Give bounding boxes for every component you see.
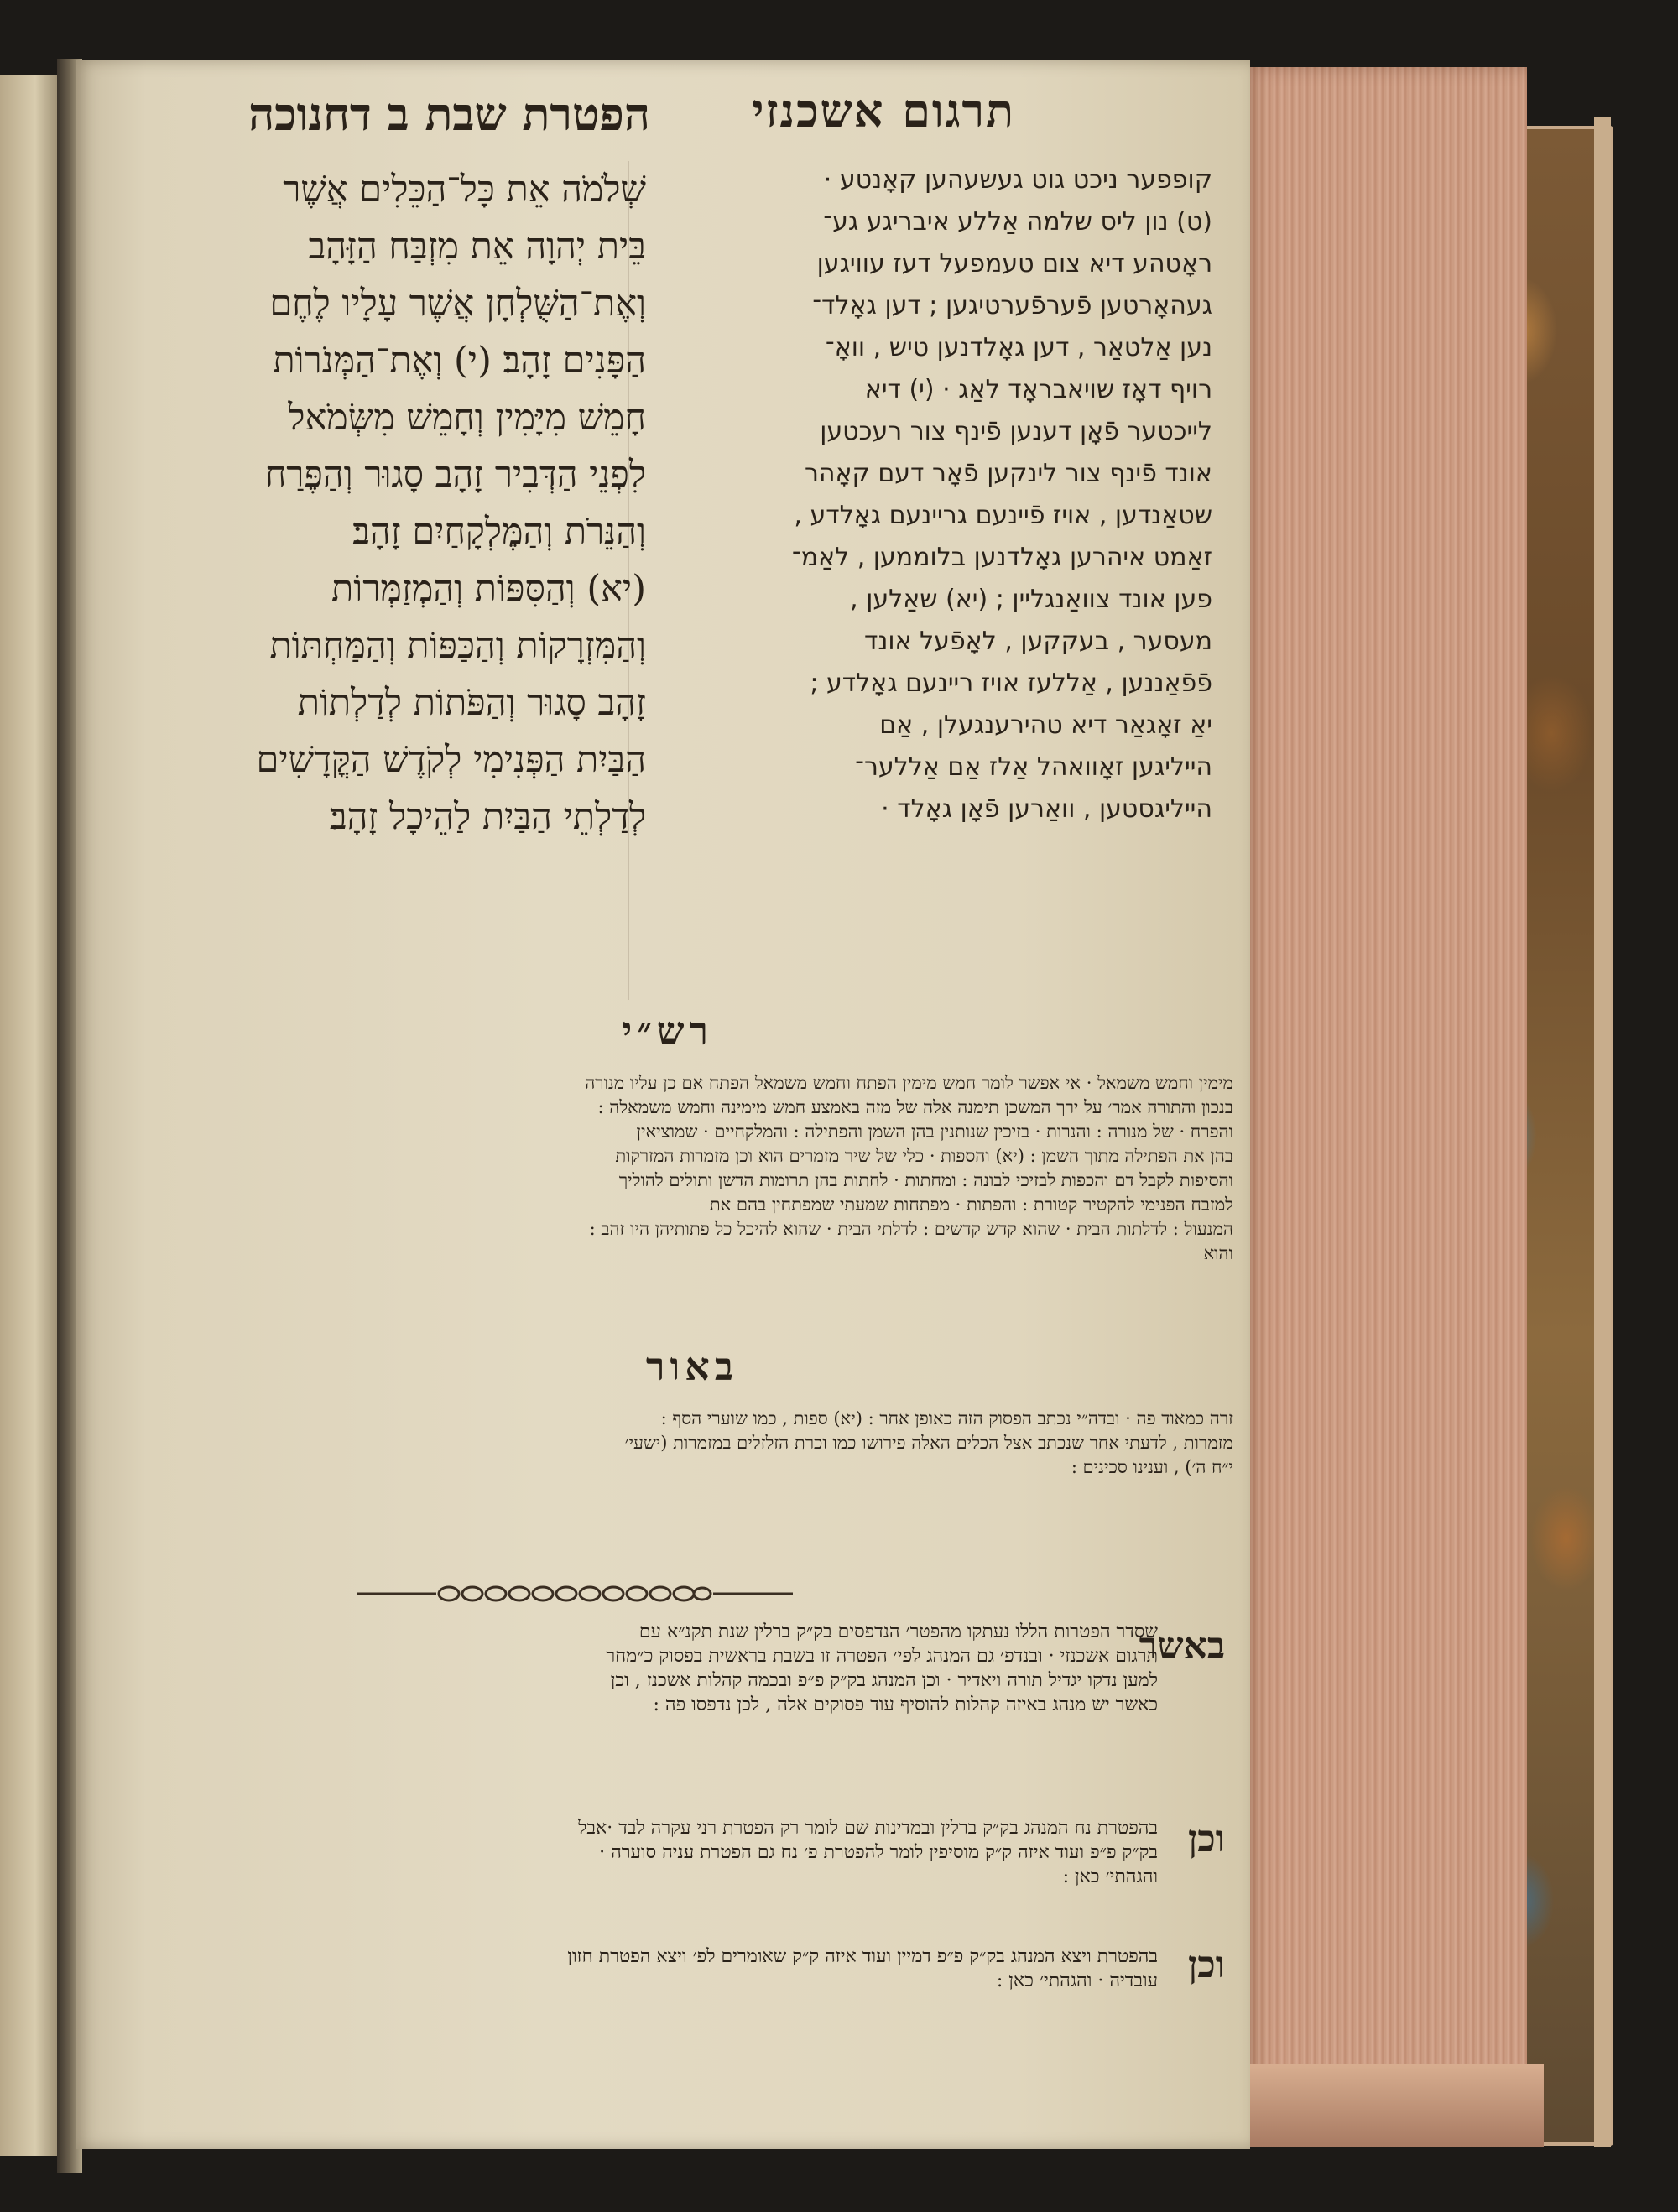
- targum-line: הייליגען זאָוואהל אַלז אַם אַללער־: [855, 752, 1212, 782]
- targum-line: לייכטער פֿאָן דענען פֿינף צור רעכטען: [820, 417, 1212, 446]
- biur-title: באור: [645, 1344, 738, 1389]
- targum-line: ראָטהע דיא צום טעמפעל דעז עוויגען: [816, 249, 1212, 278]
- biur-line: מזמרות , לדעתי אחר שנכתב אצל הכלים האלה פירושו כמו וכרת הזלזלים במזמרות (ישעי׳: [624, 1433, 1233, 1453]
- biur-line: זרה כמאוד פה · ובדה״י נכתב הפסוק הזה כאופן אחר : (יא) ספות , כמו שוערי הסף :: [660, 1408, 1233, 1429]
- page-block-edge: [1242, 67, 1527, 2147]
- hebrew-verse-line: וְהַנֵּרֹת וְהַמֶּלְקָחַיִם זָהָב׃: [352, 511, 646, 553]
- note-keyword-3: וכן: [1188, 1944, 1225, 1986]
- targum-line: קופפער ניכט גוט געשעהען קאָנטע ·: [823, 165, 1212, 195]
- note-line: בהפטרת ויצא המנהג בק״ק פ״פ דמיין ועוד איזה ק״ק שאומרים לפ׳ ויצא הפטרת חזון: [567, 1946, 1158, 1967]
- rashi-line: והסיפות לקבל דם והכפות לבזיכי לבונה : ומחתות · לחתות בהן תרומות הדשן ותולים להוליך: [618, 1170, 1233, 1190]
- haftarah-heading: הפטרת שבת ב דחנוכה: [248, 87, 650, 141]
- left-page-edge: [0, 75, 60, 2156]
- hebrew-verse-line: זָהָב סָגוּר וְהַפֹּתוֹת לְדַלְתוֹת: [297, 682, 646, 724]
- hebrew-text-column: [117, 161, 646, 846]
- hebrew-verse-line: לִפְנֵי הַדְּבִיר זָהָב סָגוּר וְהַפֶּרַח: [264, 454, 646, 496]
- note-line: והגהתי׳ כאן :: [1062, 1866, 1158, 1887]
- note-keyword-2: וכן: [1188, 1818, 1225, 1861]
- targum-line: הייליגסטען , וואַרען פֿאָן גאָלד ·: [881, 794, 1212, 824]
- rashi-commentary: [92, 1071, 1233, 1266]
- rashi-line: המנעול : לדלתות הבית · שהוא קדש קדשים : לדלתי הבית · שהוא להיכל כל פתותיהן היו זהב :: [589, 1219, 1233, 1239]
- targum-line: (ט) נון ליס שלמה אַללע איבריגע גע־: [823, 207, 1212, 237]
- rashi-title: רש״י: [622, 1008, 713, 1054]
- targum-line: פען אונד צוואַנגליין ; (יא) שאַלען ,: [850, 585, 1212, 614]
- targum-line: געהאָרטען פֿערפֿערטיגען ; דען גאָלד־: [812, 291, 1212, 320]
- hebrew-verse-line: (יא) וְהַסִּפּוֹת וְהַמְזַמְּרוֹת: [331, 568, 646, 610]
- note-block-3: [252, 1944, 1158, 1992]
- rashi-line: למזבח הפנימי להקטיר קטורת : והפתות · מפתחות שמעתי שמפתחין בהם את: [709, 1194, 1233, 1215]
- hebrew-verse-line: וְהַמִּזְרָקוֹת וְהַכַּפּוֹת וְהַמַּחְתּוֹת: [269, 625, 646, 667]
- targum-column: [675, 159, 1212, 830]
- targum-line: רויף דאָז שויאבראָד לאַג · (י) דיא: [864, 375, 1212, 404]
- rashi-line: בהן את הפתילה מתוך השמן : (יא) והספות · כלי של שיר מזמרים הוא וכן מזמרות המזרקות: [615, 1146, 1233, 1166]
- hebrew-verse-line: שְׁלֹמֹה אֵת כָּל־הַכֵּלִים אֲשֶׁר: [283, 169, 646, 211]
- note-block-2: [252, 1815, 1158, 1888]
- biur-commentary: [109, 1407, 1233, 1480]
- hebrew-verse-line: הַפָּנִים זָהָב׃ (י) וְאֶת־הַמְּנֹרוֹת: [273, 340, 646, 382]
- hebrew-verse-line: וְאֶת־הַשֻּׁלְחָן אֲשֶׁר עָלָיו לֶחֶם: [269, 283, 646, 325]
- rashi-line: בנכון והתורה אמר׳ על ירך המשכן תימנה אלה של מזה באמצע חמש מימינה וחמש משמאלה :: [597, 1097, 1233, 1117]
- page-block-bottom: [1208, 2064, 1544, 2147]
- targum-line: פֿפֿאַננען , אַללעז אויז ריינעם גאָלדע ;: [810, 669, 1212, 698]
- note-line: בהפטרת נח המנהג בק״ק ברלין ובמדינות שם לומר רק הפטרת רני עקרה לבד ·אבל: [578, 1818, 1158, 1839]
- targum-heading: תרגום אשכנזי: [752, 84, 1015, 138]
- targum-line: מעסער , בעקקען , לאָפֿעל אונד: [863, 627, 1212, 656]
- rashi-line: והוא: [1203, 1243, 1233, 1263]
- targum-line: אונד פֿינף צור לינקען פֿאָר דעם קאָהר: [804, 459, 1212, 488]
- targum-line: יאַ זאָגאַר דיא טהירענגעלן , אַם: [879, 710, 1212, 740]
- rashi-line: מימין וחמש משמאל · אי אפשר לומר חמש מימין הפתח וחמש משמאל הפתח אם כן עליו מנורה: [585, 1073, 1233, 1093]
- note-line: תרגום אשכנזי · ובנדפ׳ גם המנהג לפי׳ הפטרה זו בשבת בראשית בפסוק כ״מחר: [606, 1646, 1158, 1667]
- note-line: כאשר יש מנהג באיזה קהלות להוסיף עוד פסוקים אלה , לכן נדפסו פה :: [653, 1694, 1158, 1715]
- biur-line: י״ח ה׳) , וענינו סכינים :: [1071, 1457, 1233, 1477]
- page-content: [76, 60, 1250, 2149]
- note-line: עובדיה · והגהתי׳ כאן :: [996, 1970, 1158, 1991]
- targum-line: זאַמט איהרען גאָלדנען בלוממען , לאַמ־: [791, 543, 1212, 572]
- hebrew-verse-line: הַבַּיִת הַפְּנִימִי לְקֹדֶשׁ הַקֳּדָשִׁים: [256, 739, 646, 781]
- note-line: למען נדקו יגדיל תורה ויאדיר · וכן המנהג בק״ק פ״פ ובכמה קהלות אשכנז , וכן: [610, 1670, 1158, 1691]
- ornament-divider: [357, 1577, 793, 1611]
- note-line: שסדר הפטרות הללו נעתקו מהפטר׳ הנדפסים בק״ק ברלין שנת תקנ״א עם: [638, 1621, 1158, 1642]
- cover-edge: [1594, 117, 1611, 2147]
- note-keyword-1: באשר: [1139, 1625, 1225, 1668]
- note-line: בק״ק פ״פ ועוד איזה ק״ק מוסיפין לומר להפטרת פ׳ נח גם הפטרת עניה סוערה ·: [599, 1842, 1158, 1863]
- targum-line: שטאַנדען , אויז פֿיינעם גריינעם גאָלדע ,: [794, 501, 1212, 530]
- rashi-line: והפרח · של מנורה : והנרות · בזיכין שנותנין בהן השמן והפתילה : והמלקחיים · שמוציאין: [636, 1122, 1233, 1142]
- note-block-1: [252, 1619, 1158, 1716]
- targum-line: נען אַלטאַר , דען גאָלדנען טיש , וואָ־: [825, 333, 1212, 362]
- hebrew-verse-line: חָמֵשׁ מִיָּמִין וְחָמֵשׁ מִשְּׂמֹאל: [288, 397, 646, 439]
- hebrew-verse-line: בֵּית יְהוָה אֵת מִזְבַּח הַזָּהָב: [308, 226, 646, 268]
- hebrew-verse-line: לְדַלְתֵי הַבַּיִת לַהֵיכָל זָהָב׃: [329, 796, 646, 838]
